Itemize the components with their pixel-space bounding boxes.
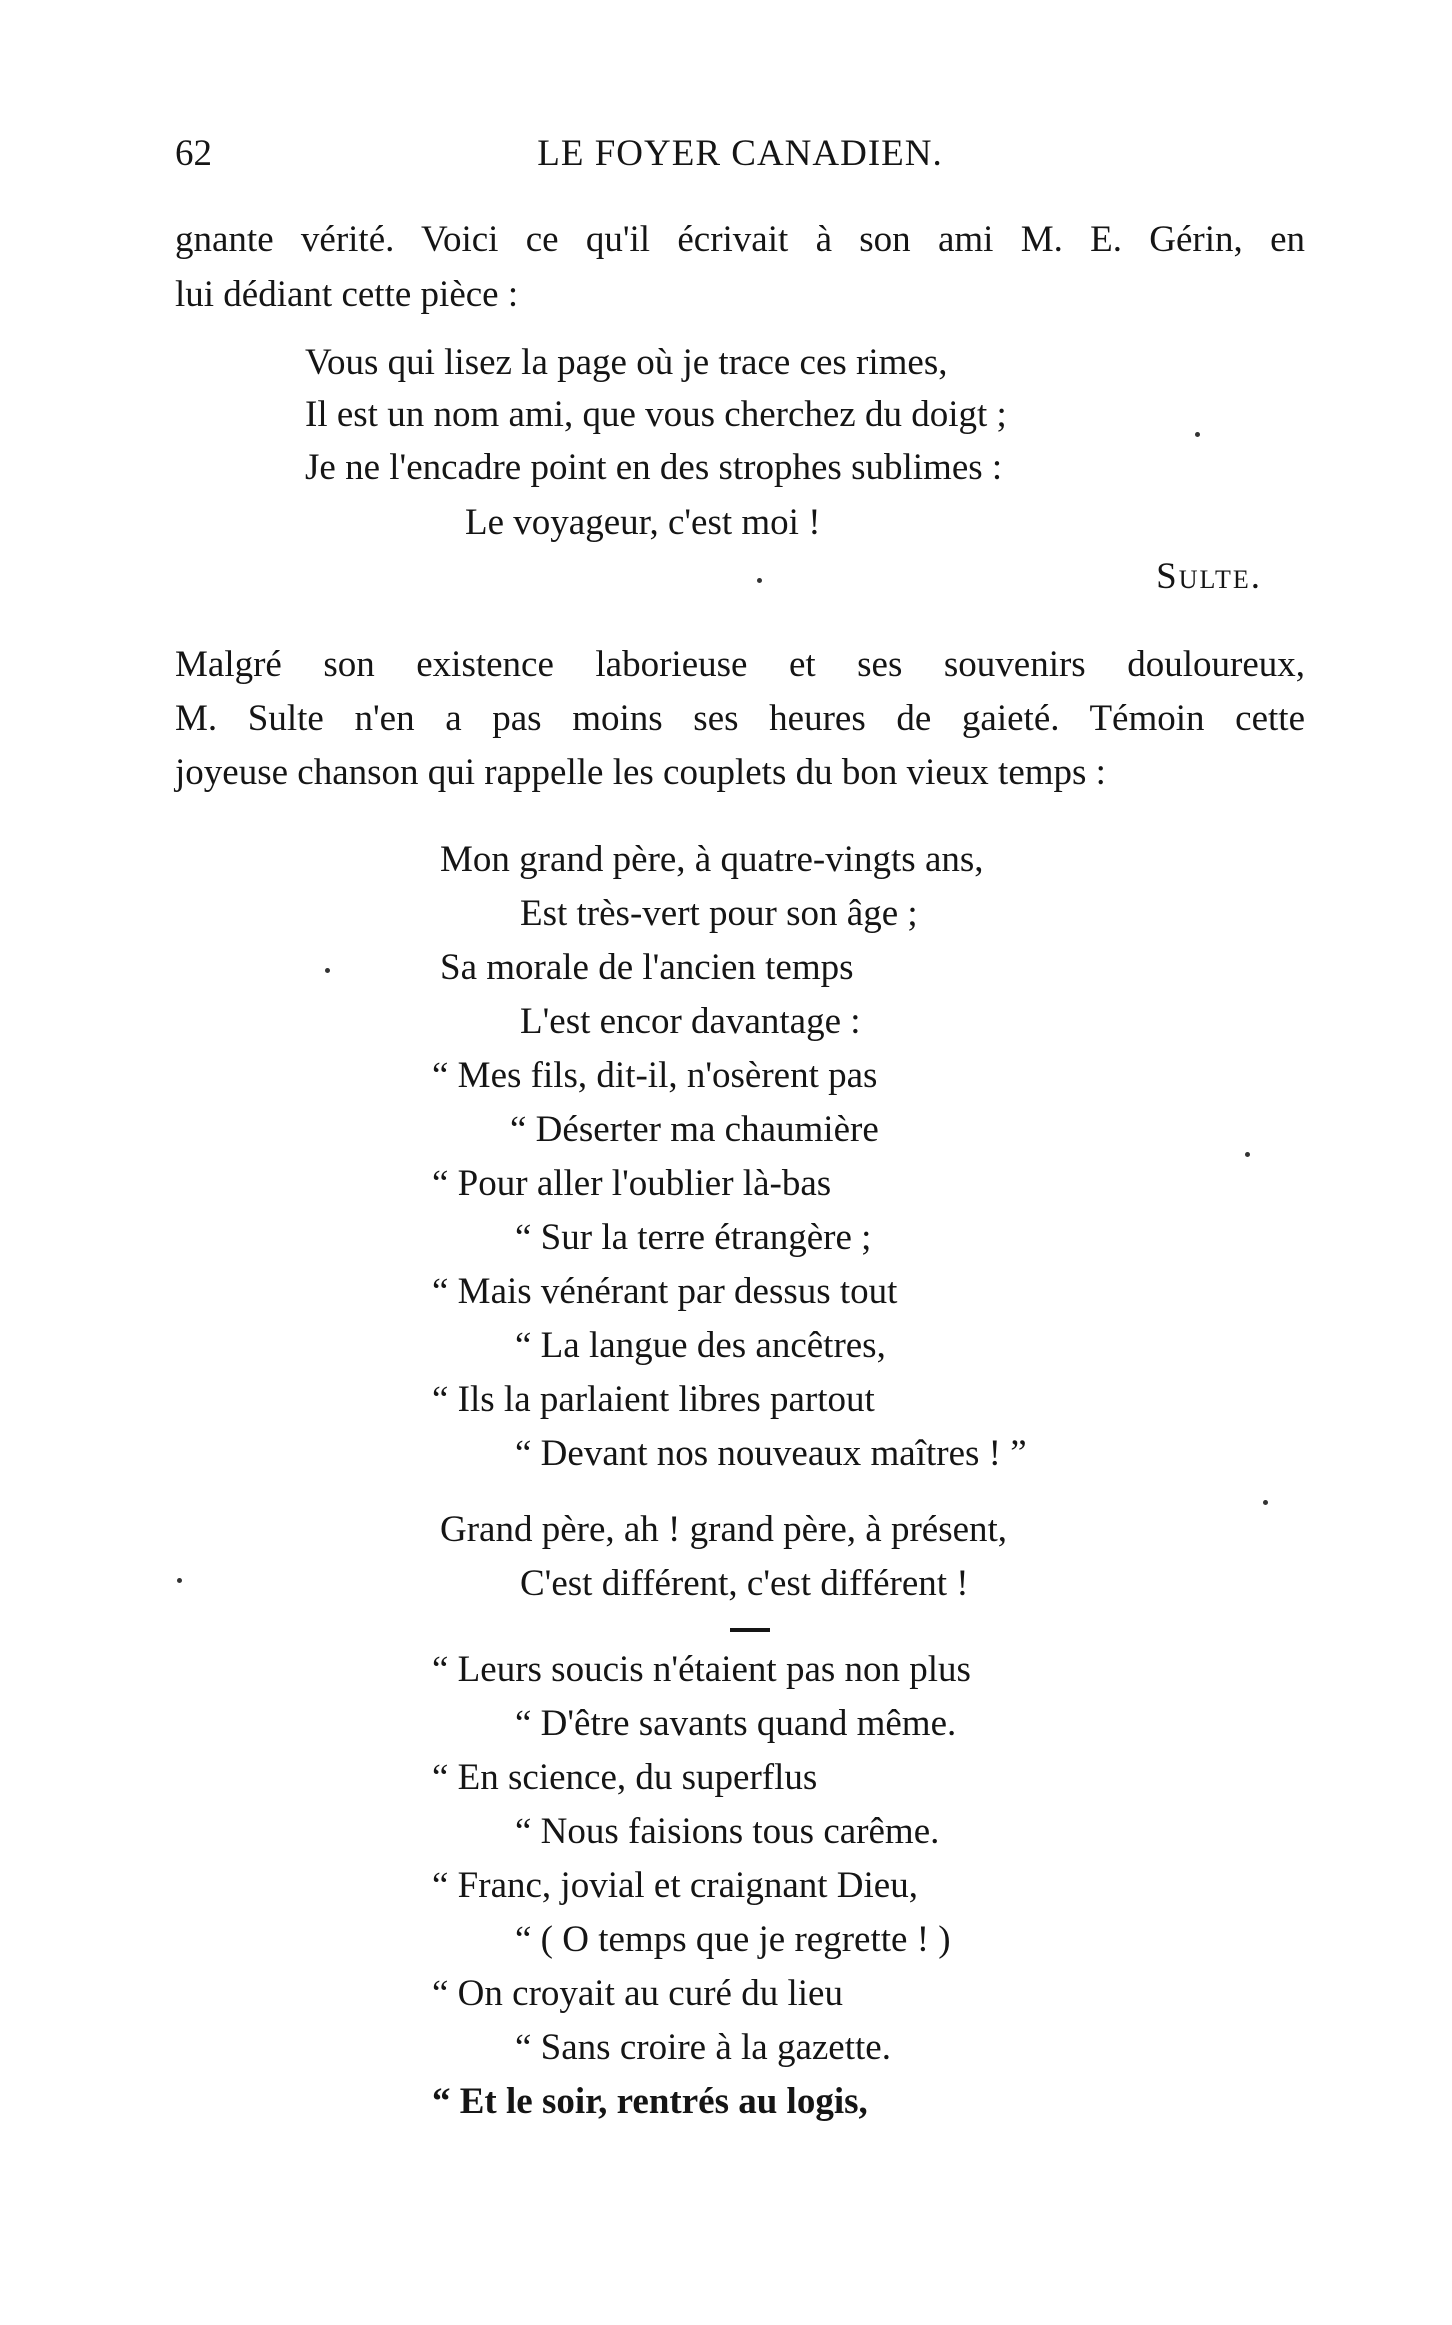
paragraph-line: Malgré son existence laborieuse et ses souvenirs douloureux, (175, 644, 1305, 685)
scan-speck (325, 968, 330, 973)
song-line: “ ( O temps que je regrette ! ) (515, 1919, 951, 1960)
song-line: “ La langue des ancêtres, (515, 1325, 886, 1366)
song-line: “ D'être savants quand même. (515, 1703, 957, 1744)
poem-line: Je ne l'encadre point en des strophes sublimes : (305, 447, 1003, 488)
scan-speck (177, 1578, 182, 1583)
intro-line: gnante vérité. Voici ce qu'il écrivait à son ami M. E. Gérin, en (175, 219, 1305, 260)
poem-line: Vous qui lisez la page où je trace ces rimes, (305, 342, 948, 383)
song-line: Mon grand père, à quatre-vingts ans, (440, 839, 984, 880)
song-line: “ Sur la terre étrangère ; (515, 1217, 872, 1258)
refrain-line: Grand père, ah ! grand père, à présent, (440, 1509, 1008, 1550)
refrain-line: C'est différent, c'est différent ! (520, 1563, 969, 1604)
section-divider (730, 1628, 770, 1632)
song-line: Est très-vert pour son âge ; (520, 893, 918, 934)
song-line: “ On croyait au curé du lieu (432, 1973, 843, 2014)
song-line: “ Mes fils, dit-il, n'osèrent pas (432, 1055, 878, 1096)
song-line: “ Déserter ma chaumière (510, 1109, 879, 1150)
paragraph-line: M. Sulte n'en a pas moins ses heures de gaieté. Témoin cette (175, 698, 1305, 739)
poem-line: Le voyageur, c'est moi ! (465, 502, 821, 543)
intro-line: lui dédiant cette pièce : (175, 274, 519, 315)
song-line: Sa morale de l'ancien temps (440, 947, 854, 988)
page-number: 62 (175, 133, 212, 174)
page-header (175, 128, 1305, 180)
song-line: “ Franc, jovial et craignant Dieu, (432, 1865, 918, 1906)
song-line: “ Pour aller l'oublier là-bas (432, 1163, 832, 1204)
paragraph-line: joyeuse chanson qui rappelle les couplets du bon vieux temps : (175, 752, 1106, 793)
scan-speck (1263, 1500, 1268, 1505)
song-line: L'est encor davantage : (520, 1001, 861, 1042)
signature: Sulte. (1156, 556, 1262, 597)
song-line: “ Devant nos nouveaux maîtres ! ” (515, 1433, 1027, 1474)
song-line: “ Ils la parlaient libres partout (432, 1379, 875, 1420)
song-line: “ Et le soir, rentrés au logis, (432, 2081, 868, 2122)
song-line: “ En science, du superflus (432, 1757, 818, 1798)
poem-line: Il est un nom ami, que vous cherchez du doigt ; (305, 394, 1007, 435)
song-line: “ Sans croire à la gazette. (515, 2027, 891, 2068)
scan-speck (1245, 1152, 1250, 1157)
running-title: LE FOYER CANADIEN. (537, 133, 943, 174)
song-line: “ Leurs soucis n'étaient pas non plus (432, 1649, 971, 1690)
song-line: “ Mais vénérant par dessus tout (432, 1271, 898, 1312)
song-line: “ Nous faisions tous carême. (515, 1811, 940, 1852)
scan-speck (757, 578, 762, 583)
scan-speck (1195, 432, 1200, 437)
